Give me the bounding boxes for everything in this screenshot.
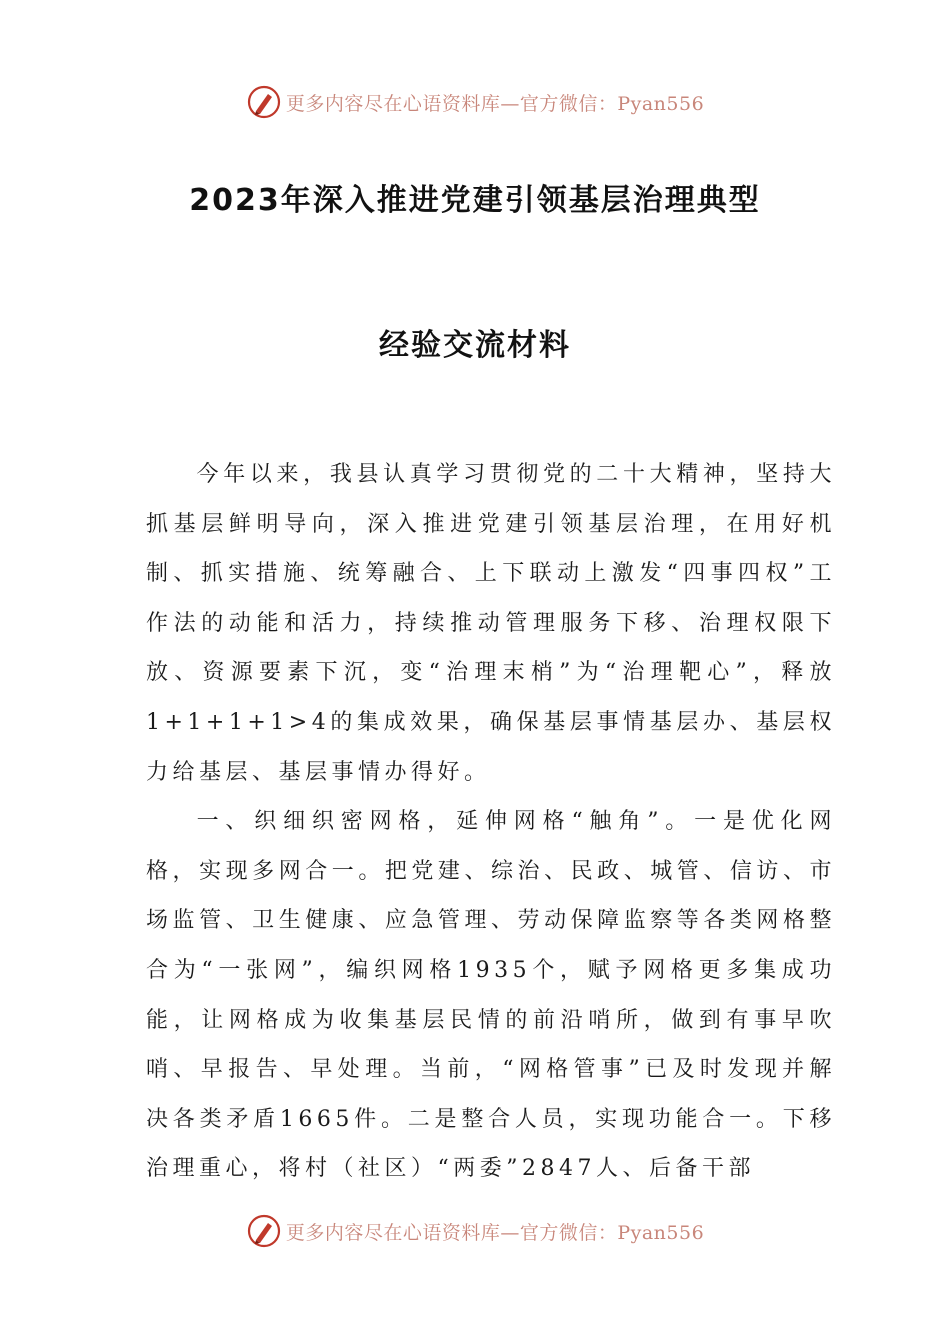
pen-circle-logo-icon	[246, 1213, 282, 1249]
watermark-footer	[0, 1209, 950, 1253]
watermark-header	[0, 80, 950, 124]
document-title-line2: 经验交流材料	[379, 328, 571, 363]
watermark-text: 更多内容尽在心语资料库—官方微信：Pyan556	[285, 92, 705, 115]
pen-circle-logo-icon	[246, 84, 282, 120]
watermark-text: 更多内容尽在心语资料库—官方微信：Pyan556	[285, 1221, 705, 1244]
paragraph-intro: 今年以来，我县认真学习贯彻党的二十大精神，坚持大抓基层鲜明导向，深入推进党建引领基层治理，在用好机制、抓实措施、统筹融合、上下联动上激发“四事四权”工作法的动能和活力，持续推动管理服务下移、治理权限下放、资源要素下沉，变“治理末梢”为“治理靶心”，释放1+1+1+1>4的集成效果，确保基层事情基层办、基层权力给基层、基层事情办得好。	[146, 462, 836, 785]
document-title-line1: 2023年深入推进党建引领基层治理典型	[189, 183, 761, 218]
paragraph-section-1: 一、织细织密网格，延伸网格“触角”。一是优化网格，实现多网合一。把党建、综治、民政、城管、信访、市场监管、卫生健康、应急管理、劳动保障监察等各类网格整合为“一张网”，编织网格1935个，赋予网格更多集成功能，让网格成为收集基层民情的前沿哨所，做到有事早吹哨、早报告、早处理。当前，“网格管事”已及时发现并解决各类矛盾1665件。二是整合人员，实现功能合一。下移治理重心，将村（社区）“两委”2847人、后备干部	[146, 809, 836, 1182]
document-body	[146, 450, 836, 1194]
